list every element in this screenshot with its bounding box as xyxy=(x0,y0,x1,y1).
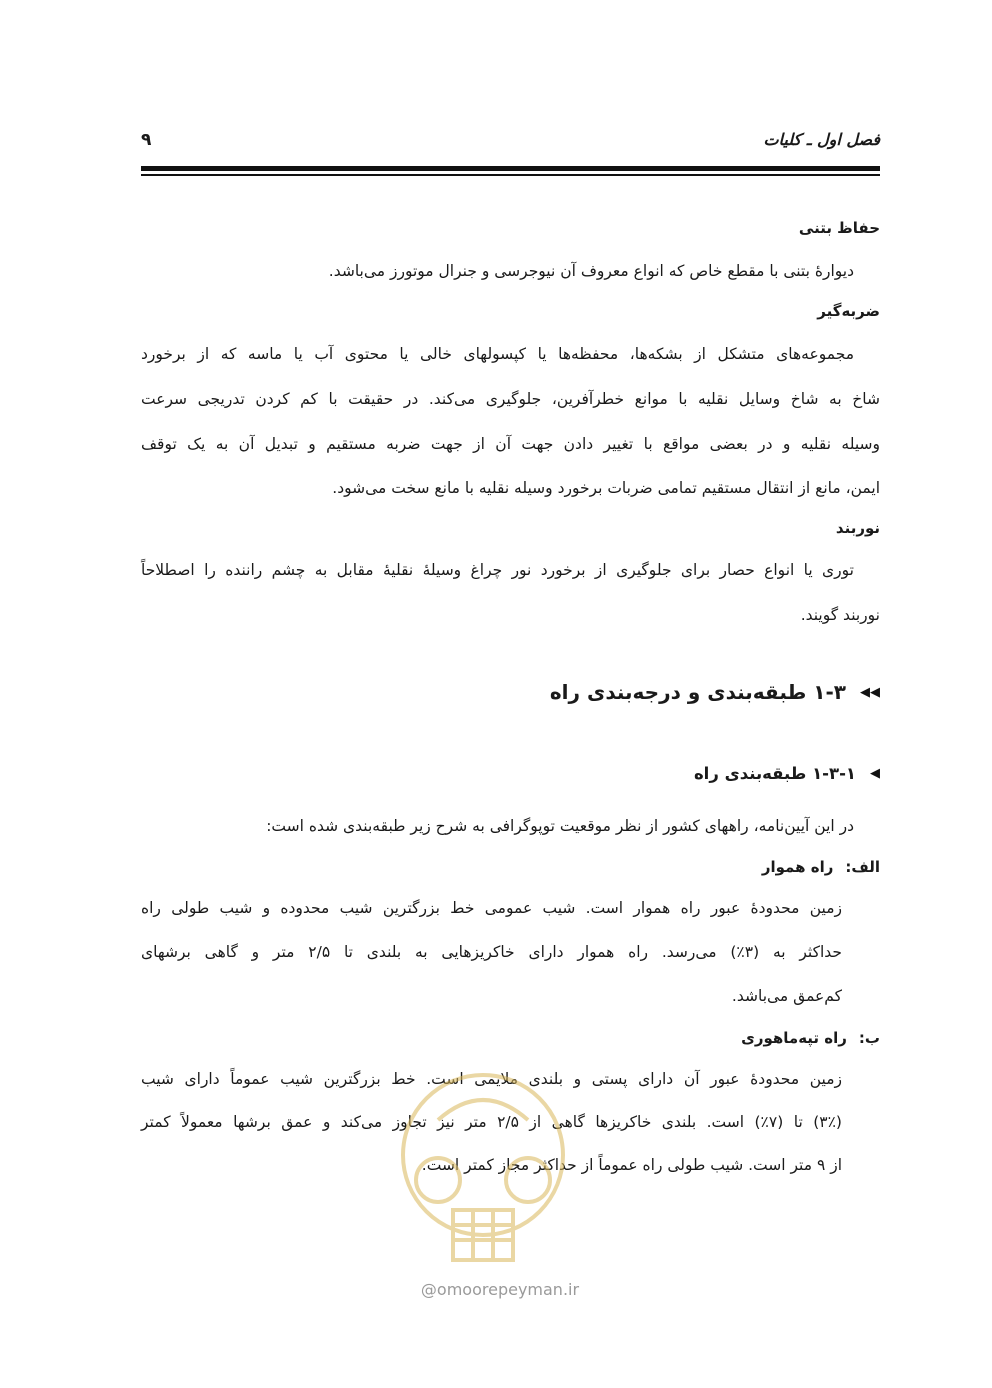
list-item-title: راه تپه‌ماهوری xyxy=(741,1029,847,1047)
definition-line: ایمن، مانع از انتقال مستقیم تمامی ضربات برخورد وسیله نقلیه با مانع سخت می‌شود. xyxy=(332,479,880,497)
subsection-heading-text: ۱-۳-۱ طبقه‌بندی راه xyxy=(693,764,856,783)
term-glare-screen: نوربند xyxy=(835,519,880,537)
list-item-line: زمین محدودهٔ عبور راه هموار است. شیب عمومی خط بزرگترین شیب محدوده و شیب طولی راه xyxy=(141,899,842,917)
term-crash-cushion: ضربه‌گیر xyxy=(817,302,880,320)
list-item-line: زمین محدودهٔ عبور آن دارای پستی و بلندی ملایمی است. خط بزرگترین شیب عموماً دارای شیب xyxy=(141,1070,842,1088)
intro-paragraph: در این آیین‌نامه، راههای کشور از نظر موقعیت توپوگرافی به شرح زیر طبقه‌بندی شده است: xyxy=(266,817,854,835)
list-item-heading xyxy=(762,858,880,876)
list-item-line: کم‌عمق می‌باشد. xyxy=(731,987,842,1005)
definition-line: توری یا انواع حصار برای جلوگیری از برخورد نور چراغ وسیلهٔ نقلیهٔ مقابل به چشم راننده را اصطلاحاً xyxy=(141,561,854,579)
double-arrow-marker-icon: ◀◀ xyxy=(860,684,880,700)
subsection-heading xyxy=(694,764,880,783)
watermark-text: @omoorepeyman.ir xyxy=(420,1280,580,1299)
list-item-title: راه هموار xyxy=(761,858,834,876)
list-item-line: (۳٪) تا (۷٪) است. بلندی خاکریزها گاهی از ۲/۵ متر نیز تجاوز می‌کند و عمق برشها معمولاً کمتر xyxy=(141,1113,842,1131)
term-concrete-barrier: حفاظ بتنی xyxy=(798,219,880,237)
definition-line: دیوارهٔ بتنی با مقطع خاص که انواع معروف آن نیوجرسی و جنرال موتورز می‌باشد. xyxy=(328,262,854,280)
section-heading-text: ۱-۳ طبقه‌بندی و درجه‌بندی راه xyxy=(549,680,846,704)
definition-line: شاخ به شاخ وسایل نقلیه با موانع خطرآفرین، جلوگیری می‌کند. در حقیقت با کم کردن تدریجی سرعت xyxy=(141,390,880,408)
list-item-heading xyxy=(741,1029,880,1047)
definition-line: نوربند گویند. xyxy=(800,606,880,624)
definition-line: وسیله نقلیه و در بعضی مواقع با تغییر دادن جهت آن از جهت ضربه مستقیم و تبدیل آن به یک توقف xyxy=(141,435,880,453)
header-rule-thin xyxy=(141,174,880,176)
list-item-label: ب: xyxy=(858,1029,880,1047)
header-rule-thick xyxy=(141,166,880,171)
list-item-line: از ۹ متر است. شیب طولی راه عموماً از حداکثر مجاز کمتر است. xyxy=(421,1156,842,1174)
list-item-line: حداکثر به (۳٪) می‌رسد. راه هموار دارای خاکریزهایی به بلندی تا ۲/۵ متر و گاهی برشهای xyxy=(141,943,842,961)
list-item-label: الف: xyxy=(845,858,880,876)
running-title: فصل اول ـ کلیات xyxy=(763,130,880,149)
arrow-marker-icon: ◀ xyxy=(870,766,880,781)
definition-line: مجموعه‌های متشکل از بشکه‌ها، محفظه‌ها یا کپسولهای خالی یا محتوی آب یا ماسه که از برخورد xyxy=(141,345,854,363)
watermark-seal-icon xyxy=(383,1060,583,1280)
page-number: ۹ xyxy=(141,130,152,150)
section-heading xyxy=(550,680,880,704)
